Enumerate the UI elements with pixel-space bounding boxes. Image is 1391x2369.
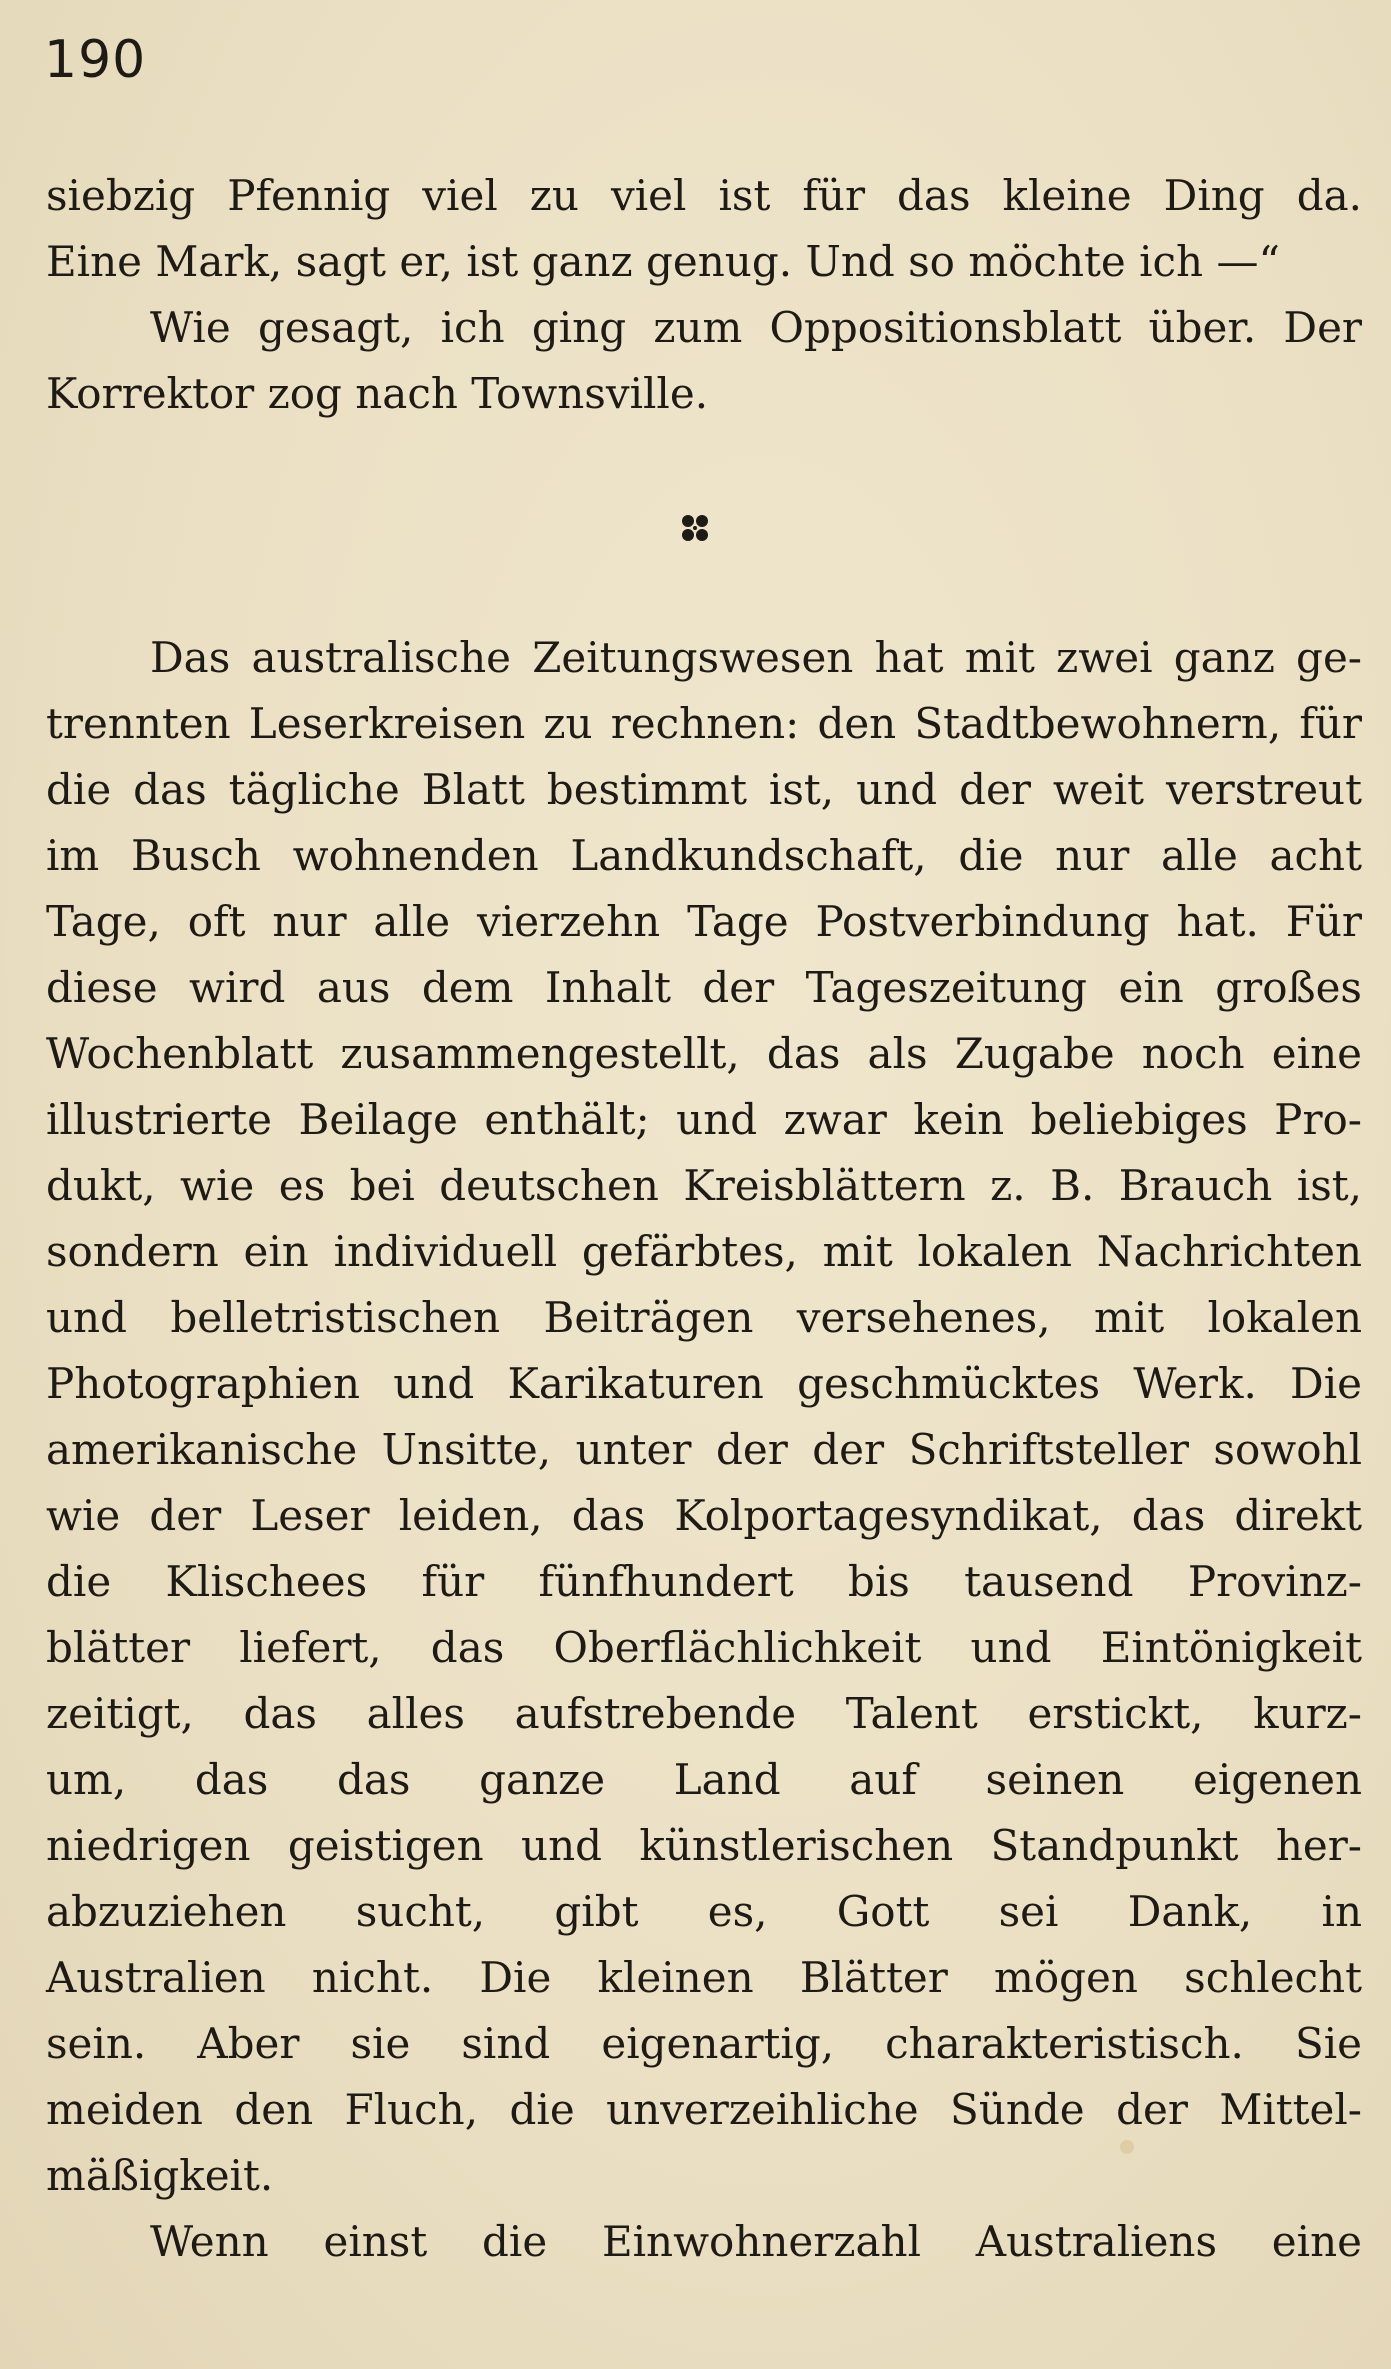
text-line: zeitigt, das alles aufstrebende Talent erstickt, kurz-: [46, 1689, 1362, 1738]
text-line: sein. Aber sie sind eigenartig, charakteristisch. Sie: [46, 2019, 1362, 2068]
text-line: diese wird aus dem Inhalt der Tageszeitung ein großes: [46, 963, 1362, 1012]
text-line: Wie gesagt, ich ging zum Oppositionsblatt über. Der: [150, 303, 1362, 352]
text-line: dukt, wie es bei deutschen Kreisblättern z. B. Brauch ist,: [46, 1161, 1362, 1210]
text-line: um, das das ganze Land auf seinen eigenen: [46, 1755, 1362, 1804]
text-line: Korrektor zog nach Townsville.: [46, 369, 709, 418]
text-line: die das tägliche Blatt bestimmt ist, und der weit verstreut: [46, 765, 1362, 814]
text-line: Wochenblatt zusammengestellt, das als Zugabe noch eine: [46, 1029, 1362, 1078]
text-line: abzuziehen sucht, gibt es, Gott sei Dank, in: [46, 1887, 1362, 1936]
text-line: mäßigkeit.: [46, 2151, 274, 2200]
text-line: blätter liefert, das Oberflächlichkeit und Eintönigkeit: [46, 1623, 1362, 1672]
text-line: niedrigen geistigen und künstlerischen Standpunkt her-: [46, 1821, 1362, 1870]
text-line: Wenn einst die Einwohnerzahl Australiens eine: [150, 2217, 1362, 2266]
text-line: wie der Leser leiden, das Kolportagesyndikat, das direkt: [46, 1491, 1362, 1540]
text-line: Photographien und Karikaturen geschmücktes Werk. Die: [46, 1359, 1362, 1408]
text-line: Das australische Zeitungswesen hat mit zwei ganz ge-: [150, 633, 1362, 682]
text-line: die Klischees für fünfhundert bis tausend Provinz-: [46, 1557, 1362, 1606]
text-line: Tage, oft nur alle vierzehn Tage Postverbindung hat. Für: [46, 897, 1362, 946]
text-line: und belletristischen Beiträgen versehenes, mit lokalen: [46, 1293, 1362, 1342]
text-line: trennten Leserkreisen zu rechnen: den Stadtbewohnern, für: [46, 699, 1362, 748]
text-line: im Busch wohnenden Landkundschaft, die nur alle acht: [46, 831, 1362, 880]
paper-stain: [1120, 2140, 1134, 2154]
text-line: Australien nicht. Die kleinen Blätter mögen schlecht: [46, 1953, 1362, 2002]
page-number: 190: [44, 30, 147, 90]
text-line: amerikanische Unsitte, unter der der Schriftsteller sowohl: [46, 1425, 1362, 1474]
text-line: illustrierte Beilage enthält; und zwar kein beliebiges Pro-: [46, 1095, 1362, 1144]
text-line: siebzig Pfennig viel zu viel ist für das kleine Ding da.: [46, 171, 1362, 220]
text-line: Eine Mark, sagt er, ist ganz genug. Und so möchte ich —“: [46, 237, 1280, 286]
section-ornament-icon: [675, 508, 715, 548]
text-line: meiden den Fluch, die unverzeihliche Sünde der Mittel-: [46, 2085, 1362, 2134]
text-line: sondern ein individuell gefärbtes, mit lokalen Nachrichten: [46, 1227, 1362, 1276]
